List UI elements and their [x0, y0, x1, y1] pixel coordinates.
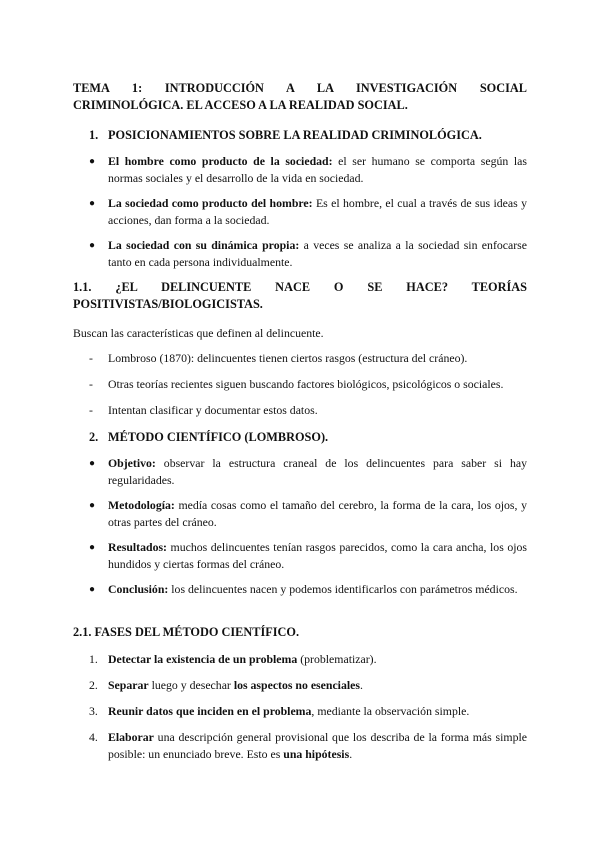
list-item [73, 581, 527, 598]
title-line-1: TEMA 1: INTRODUCCIÓN A LA INVESTIGACIÓN SOCIAL [73, 81, 527, 95]
bullet-icon: ● [89, 584, 96, 595]
bullet-icon: ● [89, 240, 96, 251]
dash-marker: - [89, 403, 93, 417]
bullet-icon: ● [89, 458, 96, 469]
bullet-text: los delincuentes nacen y podemos identificarlos con parámetros médicos. [168, 582, 518, 596]
bullet-text: Es el hombre, el cual a través de sus ideas y acciones, dan forma a la sociedad. [108, 196, 527, 227]
step-number: 1. [89, 652, 98, 666]
list-item [73, 402, 527, 419]
list-item [73, 350, 527, 367]
step-number: 3. [89, 704, 98, 718]
document-title [73, 80, 527, 114]
step-text: una descripción general provisional que los describa de la forma más simple posible: un enunciado breve. Esto es [108, 730, 527, 761]
step-text: , mediante la observación simple. [311, 704, 470, 718]
section-2-heading-text: MÉTODO CIENTÍFICO (LOMBROSO). [108, 430, 329, 444]
list-item [73, 376, 527, 393]
section-2-heading [73, 429, 527, 446]
bullet-icon: ● [89, 198, 96, 209]
bullet-term: Objetivo: [108, 456, 156, 470]
section-1-1-heading [73, 279, 527, 313]
step-term: los aspectos no esenciales [233, 678, 360, 692]
bullet-icon: ● [89, 156, 96, 167]
bullet-text: medía cosas como el tamaño del cerebro, la forma de la cara, los ojos, y otras partes del cráneo. [108, 498, 527, 529]
section-1-1-intro: Buscan las características que definen al delincuente. [73, 326, 324, 340]
step-term: Detectar la existencia de un problema [108, 652, 298, 666]
section-1-number: 1. [89, 128, 99, 142]
list-item [73, 497, 527, 531]
list-item [73, 237, 527, 271]
step-term: Elaborar [108, 730, 154, 744]
bullet-text: observar la estructura craneal de los delincuentes para saber si hay regularidades. [108, 456, 527, 487]
list-item [73, 729, 527, 763]
step-number: 2. [89, 678, 98, 692]
list-item [73, 651, 527, 668]
step-text: . [349, 747, 353, 761]
section-1-heading-text: POSICIONAMIENTOS SOBRE LA REALIDAD CRIMINOLÓGICA. [108, 128, 482, 142]
list-item [73, 153, 527, 187]
step-term: Separar [108, 678, 149, 692]
step-text: (problematizar). [297, 652, 377, 666]
section-1-1-heading-line-2: POSITIVISTAS/BIOLOGICISTAS. [73, 297, 263, 311]
step-text: luego y desechar [148, 678, 234, 692]
section-1-heading [73, 127, 527, 144]
step-term: Reunir datos que inciden en el problema [108, 704, 312, 718]
section-2-number: 2. [89, 430, 99, 444]
dash-marker: - [89, 377, 93, 391]
list-item [73, 677, 527, 694]
title-line-2: CRIMINOLÓGICA. EL ACCESO A LA REALIDAD SOCIAL. [73, 98, 408, 112]
bullet-text: a veces se analiza a la sociedad sin enfocarse tanto en cada persona individualmente. [108, 238, 527, 269]
step-number: 4. [89, 730, 98, 744]
bullet-term: El hombre como producto de la sociedad: [108, 154, 333, 168]
bullet-term: Conclusión: [108, 582, 169, 596]
bullet-term: La sociedad con su dinámica propia: [108, 238, 300, 252]
bullet-icon: ● [89, 500, 96, 511]
list-item [73, 195, 527, 229]
bullet-text: el ser humano se comporta según las normas sociales y el desarrollo de la vida en sociedad. [108, 154, 527, 185]
section-1-1-heading-line-1: 1.1. ¿EL DELINCUENTE NACE O SE HACE? TEORÍAS [73, 280, 527, 294]
list-item [73, 539, 527, 573]
list-item-text: Lombroso (1870): delincuentes tienen ciertos rasgos (estructura del cráneo). [108, 351, 468, 365]
bullet-term: La sociedad como producto del hombre: [108, 196, 313, 210]
section-2-1-heading: 2.1. FASES DEL MÉTODO CIENTÍFICO. [73, 625, 300, 639]
step-text: . [359, 678, 363, 692]
bullet-term: Metodología: [108, 498, 175, 512]
dash-marker: - [89, 351, 93, 365]
list-item [73, 703, 527, 720]
list-item [73, 455, 527, 489]
bullet-term: Resultados: [108, 540, 167, 554]
step-term: una hipótesis [283, 747, 350, 761]
bullet-icon: ● [89, 542, 96, 553]
bullet-text: muchos delincuentes tenían rasgos parecidos, como la cara ancha, los ojos hundidos y ciertas formas del cráneo. [108, 540, 527, 571]
list-item-text: Intentan clasificar y documentar estos datos. [108, 403, 318, 417]
list-item-text: Otras teorías recientes siguen buscando factores biológicos, psicológicos o sociales. [108, 377, 504, 391]
